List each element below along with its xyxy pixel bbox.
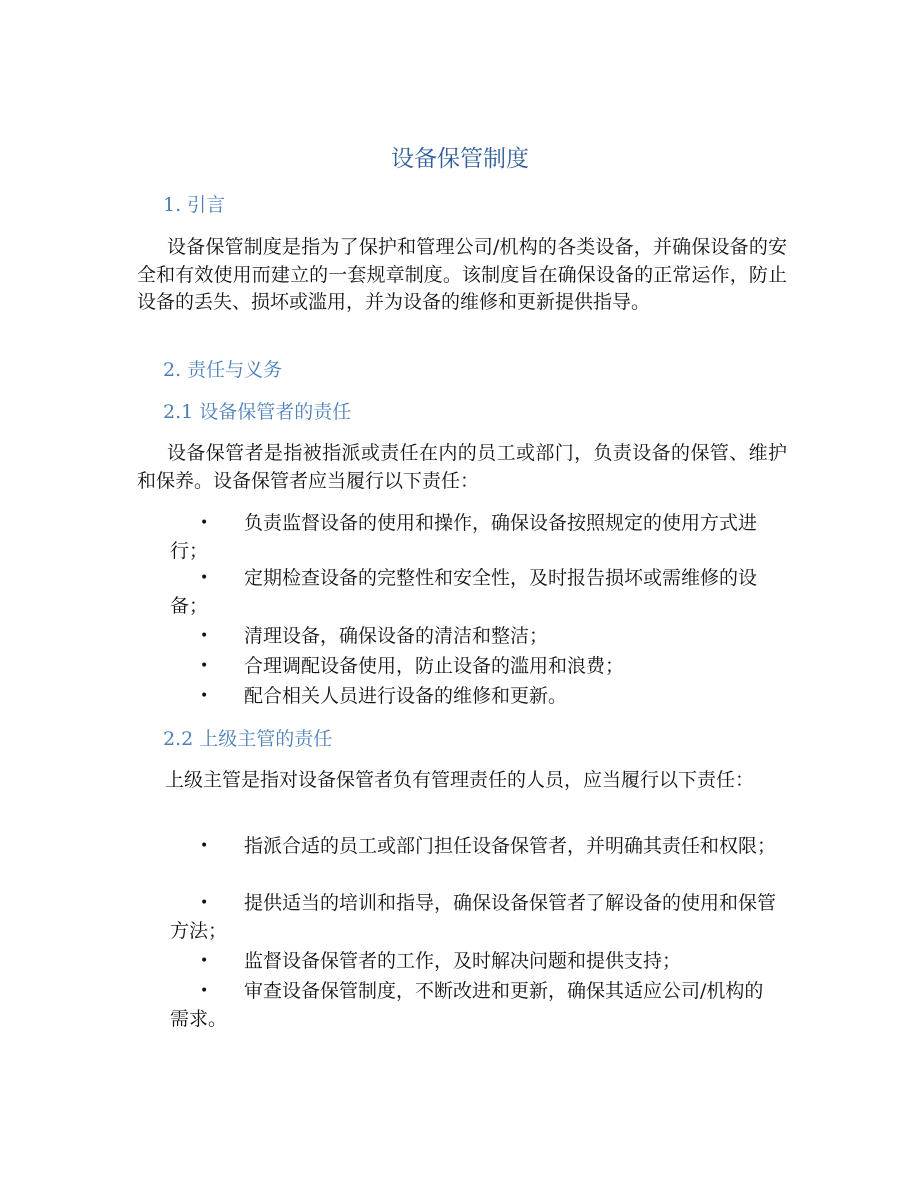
bullet-icon: • (200, 838, 209, 854)
list-item-text: 负责监督设备的使用和操作，确保设备按照规定的使用方式进行； (170, 512, 758, 562)
bullet-icon: • (200, 895, 209, 911)
list-item (170, 833, 780, 861)
list-item (170, 890, 780, 945)
list-item (170, 565, 780, 620)
paragraph-introduction: 设备保管制度是指为了保护和管理公司/机构的各类设备，并确保设备的安全和有效使用而建立的一套规章制度。该制度旨在确保设备的正常运作，防止设备的丢失、损坏或滥用，并为设备的维修和更新提供指导。 (137, 236, 787, 313)
list-item (170, 948, 780, 976)
list-item-text: 定期检查设备的完整性和安全性，及时报告损坏或需维修的设备； (170, 567, 758, 617)
list-item (170, 978, 780, 1033)
heading-supervisor-responsibilities: 2.2 上级主管的责任 (163, 728, 333, 750)
bullet-icon: • (200, 628, 209, 644)
paragraph-keeper: 设备保管者是指被指派或责任在内的员工或部门，负责设备的保管、维护和保养。设备保管者应当履行以下责任： (137, 442, 787, 492)
list-item (170, 653, 780, 681)
heading-keeper-responsibilities: 2.1 设备保管者的责任 (163, 401, 352, 423)
bullet-icon: • (200, 570, 209, 586)
list-item (170, 623, 780, 651)
list-item-text: 提供适当的培训和指导，确保设备保管者了解设备的使用和保管方法； (170, 892, 777, 942)
heading-responsibilities: 2. 责任与义务 (163, 359, 283, 381)
paragraph-supervisor: 上级主管是指对设备保管者负有管理责任的人员，应当履行以下责任： (165, 769, 755, 791)
heading-introduction: 1. 引言 (163, 194, 226, 216)
list-item-text: 监督设备保管者的工作，及时解决问题和提供支持； (244, 950, 682, 972)
list-item-text: 清理设备，确保设备的清洁和整洁； (244, 625, 549, 647)
bullet-icon: • (200, 515, 209, 531)
bullet-icon: • (200, 983, 209, 999)
list-item-text: 审查设备保管制度，不断改进和更新，确保其适应公司/机构的需求。 (170, 980, 764, 1030)
list-item-text: 配合相关人员进行设备的维修和更新。 (244, 685, 568, 707)
bullet-icon: • (200, 658, 209, 674)
document-title: 设备保管制度 (391, 146, 529, 172)
list-item (170, 683, 780, 711)
bullet-icon: • (200, 953, 209, 969)
bullet-icon: • (200, 688, 209, 704)
list-item (170, 510, 780, 565)
list-item-text: 合理调配设备使用，防止设备的滥用和浪费； (244, 655, 625, 677)
list-item-text: 指派合适的员工或部门担任设备保管者，并明确其责任和权限； (244, 835, 777, 857)
